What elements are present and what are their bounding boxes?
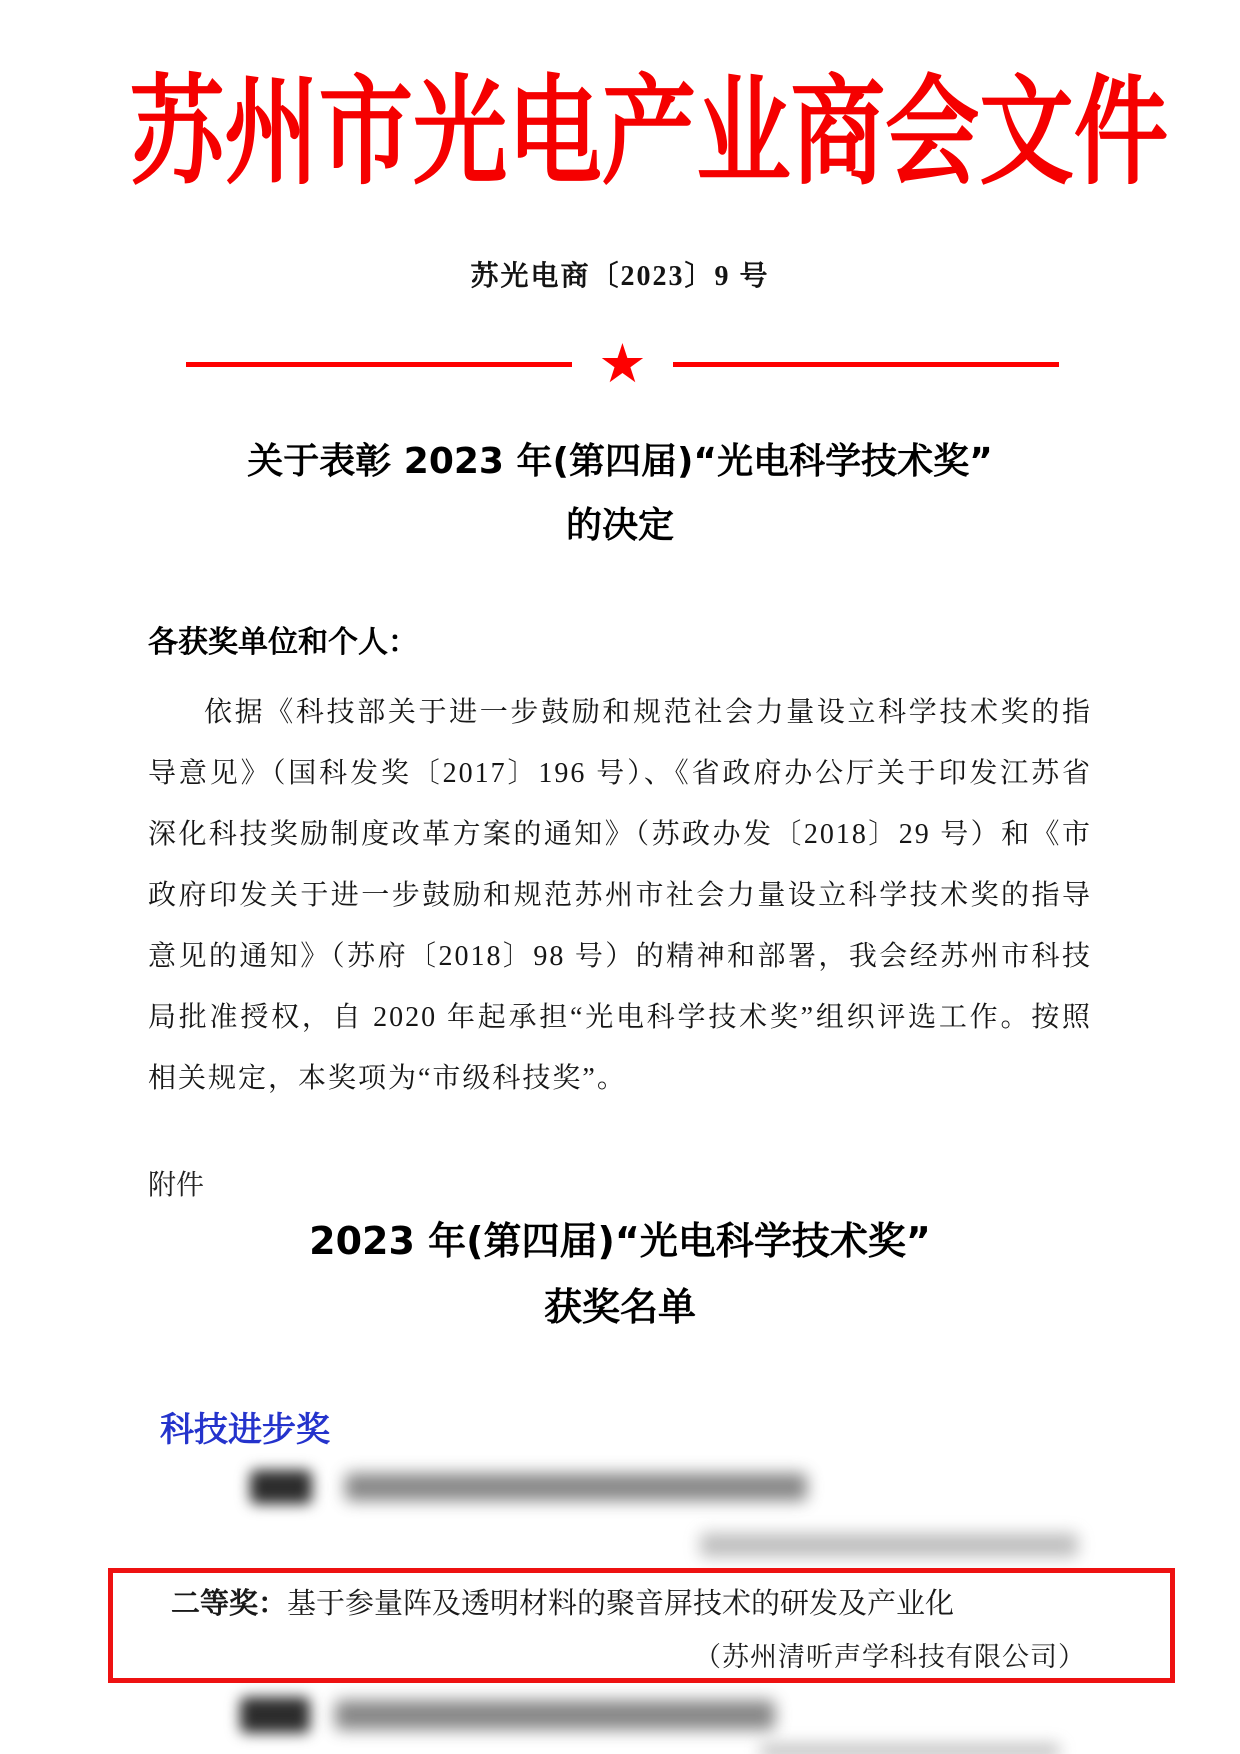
salutation: 各获奖单位和个人： xyxy=(148,625,418,660)
highlighted-award-line xyxy=(171,1586,1150,1621)
redacted-company-3 xyxy=(760,1744,1060,1754)
attachment-label: 附件 xyxy=(148,1170,205,1201)
letterhead-title-text: 苏州市光电产业商会文件 xyxy=(129,63,1169,201)
document-number: 苏光电商〔2023〕9 号 xyxy=(470,261,770,292)
decision-title xyxy=(0,430,1240,558)
letterhead-title xyxy=(0,63,1240,201)
redacted-company-1 xyxy=(700,1533,1078,1557)
award-company-name: （苏州清听声学科技有限公司） xyxy=(694,1642,1086,1672)
divider-line-left xyxy=(186,362,572,367)
attachment-title-line2: 获奖名单 xyxy=(543,1285,696,1329)
award-grade-label: 二等奖： xyxy=(171,1586,288,1620)
redacted-award-grade-3 xyxy=(240,1697,310,1733)
award-category-heading: 科技进步奖 xyxy=(160,1410,330,1450)
decision-body-paragraph: 依据《科技部关于进一步鼓励和规范社会力量设立科学技术奖的指导意见》（国科发奖〔2017〕196 号）、《省政府办公厅关于印发江苏省深化科技奖励制度改革方案的通知》（苏政办发〔2018〕29 号）和《市政府印发关于进一步鼓励和规范苏州市社会力量设立科学技术奖的指导意见的通知》（苏府〔2018〕98 号）的精神和部署，我会经苏州市科技局批准授权，自 2020 年起承担“光电科学技术奖”组织评选工作。按照相关规定，本奖项为“市级科技奖”。 xyxy=(148,697,1092,1094)
award-project-name: 基于参量阵及透明材料的聚音屏技术的研发及产业化 xyxy=(287,1588,955,1620)
divider-line-right xyxy=(673,362,1059,367)
attachment-title-line1: 2023 年(第四届)“光电科学技术奖” xyxy=(309,1219,931,1263)
decision-title-line2: 的决定 xyxy=(565,505,674,546)
redacted-project-1 xyxy=(345,1473,807,1501)
star-icon: ★ xyxy=(598,332,647,395)
red-divider xyxy=(186,332,1059,395)
redacted-project-3 xyxy=(335,1700,775,1730)
attachment-title xyxy=(0,1208,1240,1340)
redacted-award-grade-1 xyxy=(250,1470,312,1504)
decision-title-line1: 关于表彰 2023 年(第四届)“光电科学技术奖” xyxy=(247,441,993,482)
highlight-box xyxy=(108,1568,1175,1683)
